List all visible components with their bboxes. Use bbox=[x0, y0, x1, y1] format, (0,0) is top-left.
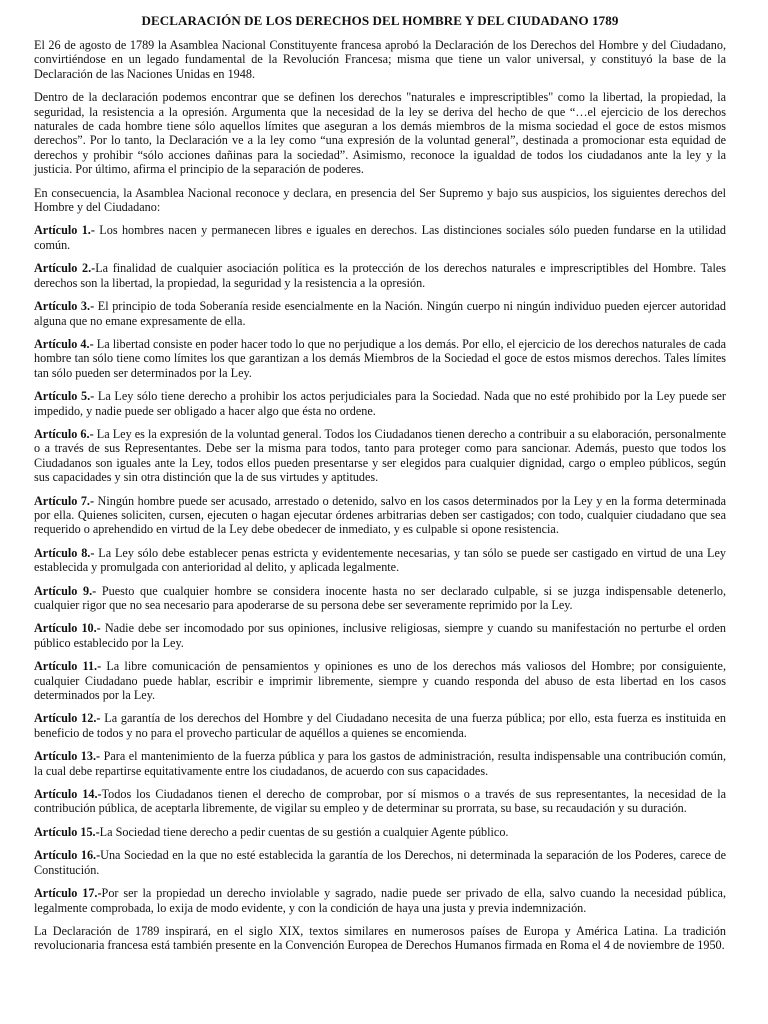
article-label: Artículo 6.- bbox=[34, 426, 94, 441]
article-label: Artículo 3.- bbox=[34, 299, 95, 314]
article-label: Artículo 11.- bbox=[34, 659, 102, 674]
article-text: Para el mantenimiento de la fuerza pública y para los gastos de administración, resulta indispensable una contribución común, la cual debe repartirse equitativamente entre los ciudadanos, de acuerdo con sus capacidades. bbox=[34, 749, 726, 778]
article-8 bbox=[34, 546, 726, 575]
article-14 bbox=[34, 787, 726, 816]
article-label: Artículo 10.- bbox=[34, 621, 101, 636]
article-text: Los hombres nacen y permanecen libres e iguales en derechos. Las distinciones sociales sólo pueden fundarse en la utilidad común. bbox=[34, 223, 726, 252]
article-text: La libre comunicación de pensamientos y opiniones es uno de los derechos más valiosos del Hombre; por consiguiente, cualquier Ciudadano puede hablar, escribir e imprimir libremente, siempre y cuando responda del abuso de esta libertad en los casos determinados por la Ley. bbox=[34, 659, 726, 703]
article-text: La Ley es la expresión de la voluntad general. Todos los Ciudadanos tienen derecho a contribuir a su elaboración, personalmente o a través de sus Representantes. Debe ser la misma para todos, tanto para proteger como para sancionar. Además, puesto que todos los Ciudadanos son iguales ante la Ley, todos ellos pueden presentarse y ser elegidos para cualquier dignidad, cargo o empleo públicos, según sus capacidades y sin otra distinción que la de sus virtudes y aptitudes. bbox=[34, 426, 726, 485]
article-text: La libertad consiste en poder hacer todo lo que no perjudique a los demás. Por ello, el ejercicio de los derechos naturales de cada hombre tan sólo tiene como límites los que garantizan a los demás Miembros de la Sociedad el goce de estos mismos derechos. Tales límites tan sólo pueden ser determinados por la Ley. bbox=[34, 336, 726, 380]
article-13 bbox=[34, 749, 726, 778]
article-text: Puesto que cualquier hombre se considera inocente hasta no ser declarado culpable, si se juzga indispensable detenerlo, cualquier rigor que no sea necesario para apoderarse de su persona debe ser severamente reprimido por la Ley. bbox=[34, 583, 726, 612]
article-label: Artículo 2.- bbox=[34, 261, 96, 276]
article-6 bbox=[34, 427, 726, 485]
article-label: Artículo 14.- bbox=[34, 787, 102, 802]
intro-paragraph: En consecuencia, la Asamblea Nacional reconoce y declara, en presencia del Ser Supremo y bajo sus auspicios, los siguientes derechos del Hombre y del Ciudadano: bbox=[34, 185, 726, 215]
article-text: Todos los Ciudadanos tienen el derecho de comprobar, por sí mismos o a través de sus representantes, la necesidad de la contribución pública, de aceptarla libremente, de vigilar su empleo y de determinar su prorrata, su base, su recaudación y su duración. bbox=[34, 787, 726, 816]
article-2 bbox=[34, 261, 726, 290]
article-11 bbox=[34, 659, 726, 702]
article-label: Artículo 9.- bbox=[34, 583, 97, 598]
closing-paragraph: La Declaración de 1789 inspirará, en el siglo XIX, textos similares en numerosos países de Europa y América Latina. La tradición revolucionaria francesa está también presente en la Convención Europea de Derechos Humanos firmada en Roma el 4 de noviembre de 1950. bbox=[34, 923, 726, 953]
article-text: La Ley sólo debe establecer penas estricta y evidentemente necesarias, y tan sólo se puede ser castigado en virtud de una Ley establecida y promulgada con anterioridad al delito, y aplicada legalmente. bbox=[34, 545, 726, 575]
article-12 bbox=[34, 711, 726, 740]
article-label: Artículo 4.- bbox=[34, 336, 94, 351]
article-15 bbox=[34, 825, 726, 839]
article-label: Artículo 16.- bbox=[34, 848, 101, 863]
article-label: Artículo 12.- bbox=[34, 711, 101, 726]
intro-paragraph: Dentro de la declaración podemos encontrar que se definen los derechos "naturales e imprescriptibles" como la libertad, la propiedad, la seguridad, la resistencia a la opresión. Argumenta que la necesidad de la ley se deriva del hecho de que “…el ejercicio de los derechos naturales de cada hombre tiene sólo aquellos límites que aseguran a los demás miembros de la misma sociedad el goce de estos mismos derechos”. Por lo tanto, la Declaración ve a la ley como “una expresión de la voluntad general”, destinada a promocionar esta equidad de derechos y prohibir “sólo acciones dañinas para la sociedad”. Asimismo, reconoce la igualdad de todos los ciudadanos ante la ley y la justicia. Por último, afirma el principio de la separación de poderes. bbox=[34, 90, 726, 177]
article-text: La Sociedad tiene derecho a pedir cuentas de su gestión a cualquier Agente público. bbox=[99, 824, 509, 839]
article-9 bbox=[34, 584, 726, 613]
article-3 bbox=[34, 299, 726, 328]
article-text: La finalidad de cualquier asociación política es la protección de los derechos naturales e imprescriptibles del Hombre. Tales derechos son la libertad, la propiedad, la seguridad y la resistencia a la opresión. bbox=[34, 261, 726, 290]
article-text: Nadie debe ser incomodado por sus opiniones, inclusive religiosas, siempre y cuando su manifestación no perturbe el orden público establecido por la Ley. bbox=[34, 621, 726, 650]
article-label: Artículo 7.- bbox=[34, 493, 95, 508]
article-7 bbox=[34, 494, 726, 537]
article-label: Artículo 13.- bbox=[34, 749, 101, 764]
article-label: Artículo 5.- bbox=[34, 389, 95, 404]
article-text: Una Sociedad en la que no esté establecida la garantía de los Derechos, ni determinada la separación de los Poderes, carece de Constitución. bbox=[34, 848, 726, 877]
article-label: Artículo 8.- bbox=[34, 545, 95, 560]
article-4 bbox=[34, 337, 726, 380]
article-label: Artículo 17.- bbox=[34, 886, 102, 901]
article-10 bbox=[34, 621, 726, 650]
article-17 bbox=[34, 886, 726, 915]
article-label: Artículo 1.- bbox=[34, 223, 95, 238]
article-text: La garantía de los derechos del Hombre y del Ciudadano necesita de una fuerza pública; por ello, esta fuerza es instituida en beneficio de todos y no para el provecho particular de aquéllos a quienes se encomienda. bbox=[34, 711, 726, 740]
article-label: Artículo 15.- bbox=[34, 824, 100, 839]
article-5 bbox=[34, 389, 726, 418]
document-title: DECLARACIÓN DE LOS DERECHOS DEL HOMBRE Y DEL CIUDADANO 1789 bbox=[141, 13, 619, 28]
article-text: Por ser la propiedad un derecho inviolable y sagrado, nadie puede ser privado de ella, salvo cuando la necesidad pública, legalmente comprobada, lo exija de modo evidente, y con la condición de haya una justa y previa indemnización. bbox=[34, 886, 726, 915]
intro-paragraph: El 26 de agosto de 1789 la Asamblea Nacional Constituyente francesa aprobó la Declaración de los Derechos del Hombre y del Ciudadano, convirtiéndose en un legado fundamental de la Revolución Francesa; misma que tiene un valor universal, y constituyó la base de la Declaración de las Naciones Unidas en 1948. bbox=[34, 38, 726, 81]
article-16 bbox=[34, 848, 726, 877]
article-1 bbox=[34, 223, 726, 252]
article-text: El principio de toda Soberanía reside esencialmente en la Nación. Ningún cuerpo ni ningún individuo pueden ejercer autoridad alguna que no emane expresamente de ella. bbox=[34, 299, 726, 328]
article-text: La Ley sólo tiene derecho a prohibir los actos perjudiciales para la Sociedad. Nada que no esté prohibido por la Ley puede ser impedido, y nadie puede ser obligado a hacer algo que ésta no ordene. bbox=[34, 389, 726, 418]
article-text: Ningún hombre puede ser acusado, arrestado o detenido, salvo en los casos determinados por la Ley y en la forma determinada por ella. Quienes soliciten, cursen, ejecuten o hagan ejecutar órdenes arbitrarias deben ser castigados; con todo, cualquier ciudadano que sea requerido o aprehendido en virtud de la Ley debe obedecer de inmediato, y es culpable si opone resistencia. bbox=[34, 493, 726, 537]
